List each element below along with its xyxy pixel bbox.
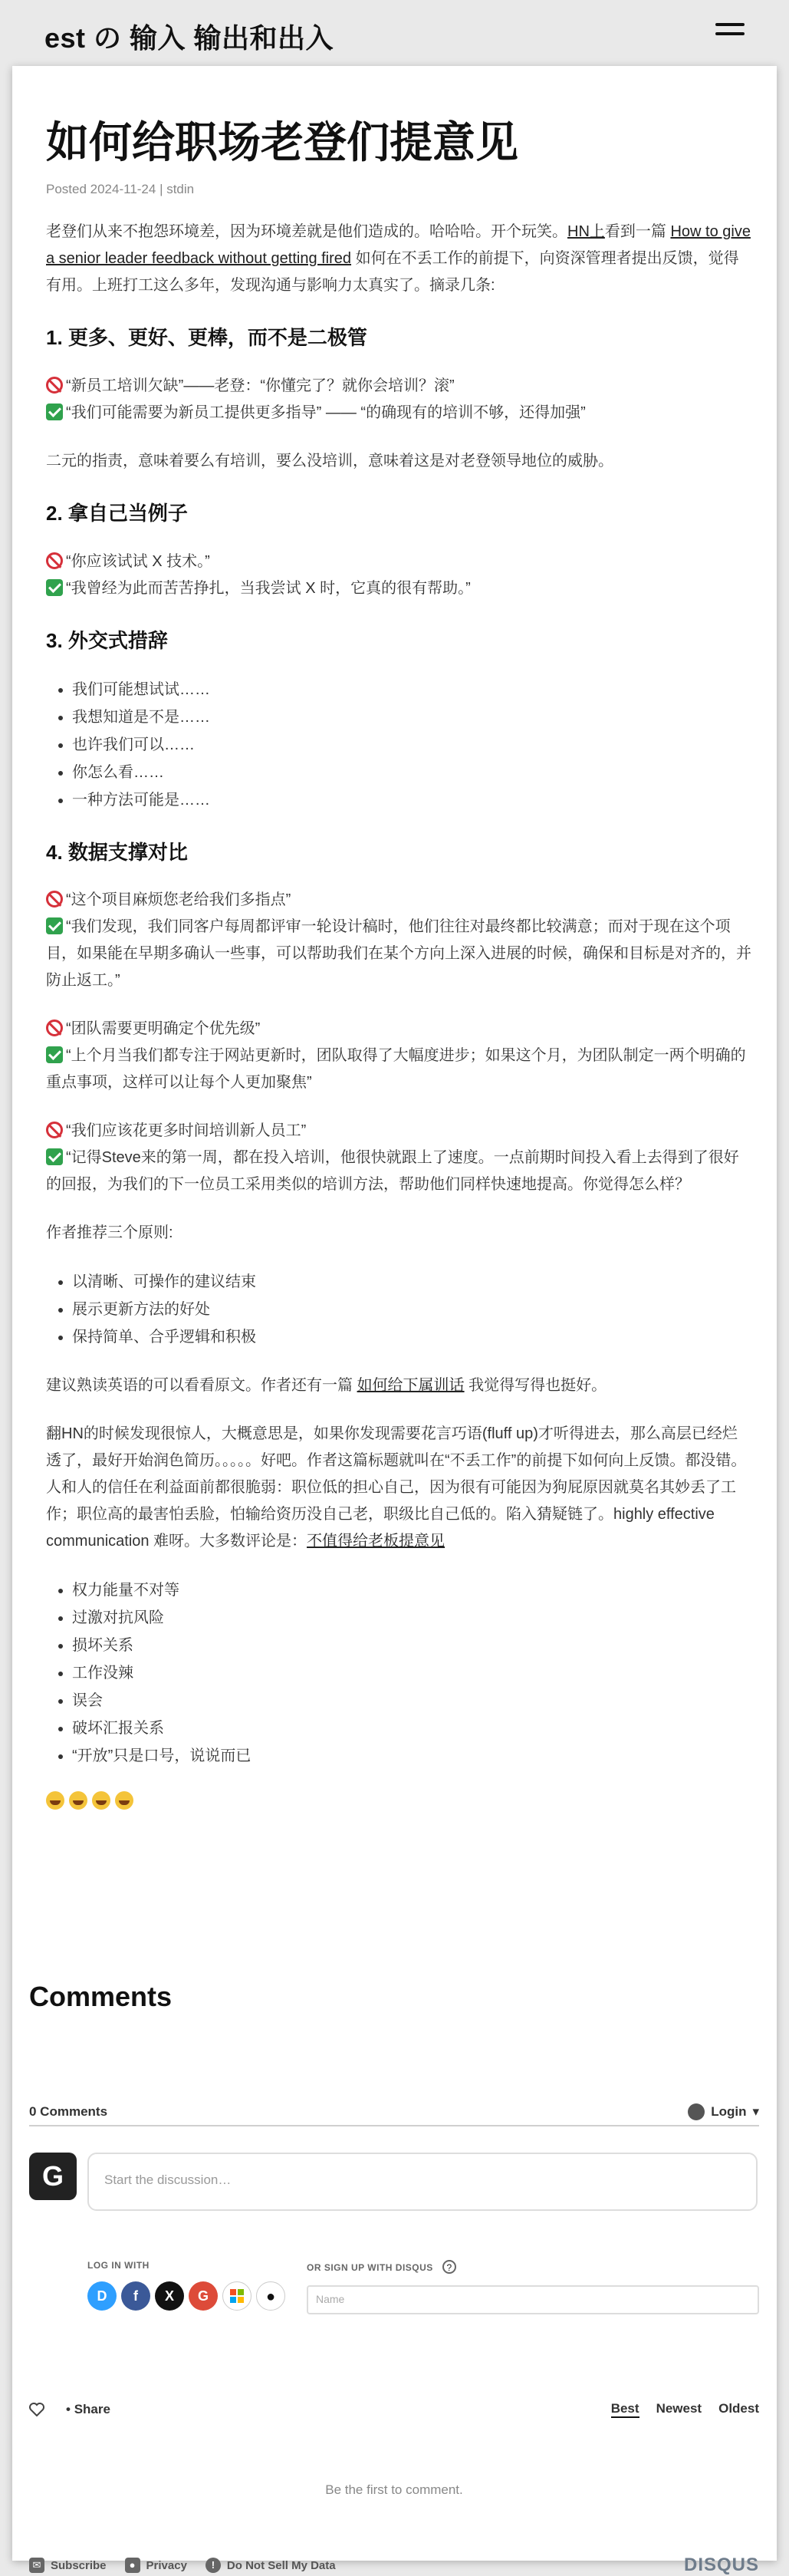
sign-up-label: OR SIGN UP WITH DISQUS [307, 2262, 433, 2273]
section-heading: 2. 拿自己当例子 [46, 501, 188, 525]
check-mark-icon [46, 404, 63, 420]
example-pair: “我们应该花更多时间培训新人员工” “记得Steve来的第一周，都在投入培训，他很快就跟上了速度。一点前期时间投入看上去得到了很好的回报，为我们的下一位员工采用类似的培训方法，帮助他们同样快速地提高。你觉得怎么样？ [46, 1122, 739, 1194]
log-in-with-label: LOG IN WITH [87, 2260, 150, 2271]
top-bar [0, 0, 789, 66]
intro-paragraph: 老登们从来不抱怨环境差，因为环境差就是他们造成的。哈哈哈。开个玩笑。HN上看到一篇 How to give a senior leader feedback without getting fired 如何在不丢工作的前提下，向资深管理者提出反馈，觉得有用。上班打工这么多年，发现沟通与影响力太真实了。摘录几条: [46, 223, 751, 295]
disqus-top-bar [29, 2099, 759, 2126]
post-card [12, 66, 777, 2575]
x-login-icon[interactable]: X [155, 2281, 184, 2311]
privacy-link[interactable]: ● Privacy [125, 2558, 187, 2573]
login-options [87, 2260, 759, 2321]
heart-icon[interactable] [29, 2403, 44, 2416]
prohibited-icon [46, 1122, 63, 1138]
example-pair: “这个项目麻烦您老给我们多指点” “我们发现，我们同客户每周都评审一轮设计稿时，他们往往对最终都比较满意；而对于现在这个项目，如果能在早期多确认一些事，可以帮助我们在某个方向上深入进展的时候，确保和目标是对齐的，并防止返工。” [46, 891, 751, 990]
empty-comments-message: Be the first to comment. [325, 2482, 463, 2497]
post-meta: Posted 2024-11-24 | stdin [46, 182, 195, 197]
reaction-actions [29, 2402, 110, 2417]
article [46, 66, 751, 1810]
disqus-widget [29, 2099, 759, 2215]
phrase-list [46, 676, 751, 814]
comment-input[interactable]: Start the discussion… [87, 2153, 758, 2211]
check-mark-icon [46, 1046, 63, 1063]
section-heading: 4. 数据支撑对比 [46, 840, 188, 864]
check-mark-icon [46, 917, 63, 934]
laughing-emoji-icon [46, 1791, 64, 1810]
apple-login-icon[interactable]: ● [256, 2281, 285, 2311]
login-button[interactable]: Login ▾ [688, 2103, 759, 2120]
prohibited-icon [46, 891, 63, 908]
list-item: • 以清晰、可操作的建议结束 [72, 1268, 751, 1296]
name-input[interactable]: Name [307, 2285, 759, 2314]
list-item: • 工作没辣 [72, 1659, 751, 1687]
note-paragraph: 二元的指责，意味着要么有培训，要么没培训，意味着这是对老登领导地位的威胁。 [46, 452, 613, 469]
subordinate-article-link[interactable]: 如何给下属训话 [357, 1377, 465, 1395]
example-pair: “团队需要更明确定个优先级” “上个月当我们都专注于网站更新时，团队取得了大幅度进步；如果这个月，为团队制定一两个明确的重点事项，这样可以让每个人更加聚焦” [46, 1020, 746, 1092]
prohibited-icon [46, 377, 63, 394]
comment-compose [29, 2153, 759, 2215]
lock-icon: ● [125, 2558, 140, 2573]
help-icon[interactable]: ? [442, 2260, 456, 2274]
check-mark-icon [46, 579, 63, 596]
principles-list [46, 1268, 751, 1351]
risk-list [46, 1576, 751, 1770]
laughing-emoji-icon [115, 1791, 133, 1810]
post-title: 如何给职场老登们提意见 [46, 118, 518, 166]
hn-link[interactable]: HN上 [567, 223, 605, 241]
hn-comment-link[interactable]: 不值得给老板提意见 [307, 1533, 445, 1550]
section-heading: 1. 更多、更好、更棒，而不是二极管 [46, 326, 367, 350]
list-item: • 破坏汇报关系 [72, 1715, 751, 1742]
comments-heading: Comments [29, 1981, 173, 2012]
list-item: • 也许我们可以…… [72, 731, 751, 759]
laughing-emoji-icon [92, 1791, 110, 1810]
microsoft-login-icon[interactable] [222, 2281, 251, 2311]
mail-icon: ✉ [29, 2558, 44, 2573]
sort-oldest[interactable]: Oldest [718, 2401, 759, 2416]
source-article-link[interactable]: How to give a senior leader feedback without getting fired [46, 223, 751, 268]
hn-paragraph: 翻HN的时候发现很惊人，大概意思是，如果你发现需要花言巧语(fluff up)才听得进去，那么高层已经烂透了，最好开始润色简历。。。。。好吧。作者这篇标题就叫在“不丢工作”的前提下如何向上反馈。都没错。人和人的信任在利益面前都很脆弱：职位低的担心自己，因为很有可能因为狗屁原因就莫名其妙丢了工作；职位高的最害怕丢脸，怕输给资历没自己老，职级比自己低的。陷入猜疑链了。highly effective communication 难呀。大多数评论是：不值得给老板提意见 [46, 1425, 747, 1550]
prohibited-icon [46, 552, 63, 569]
guest-avatar: G [29, 2153, 77, 2200]
example-pair: “新员工培训欠缺”——老登：“你懂完了？就你会培训？滚” “我们可能需要为新员工提供更多指导” —— “的确现有的培训不够，还得加强” [46, 373, 751, 427]
principles-intro: 作者推荐三个原则: [46, 1224, 173, 1242]
disqus-logo[interactable]: DISQUS [683, 2555, 759, 2575]
hamburger-menu-icon[interactable] [715, 23, 745, 38]
list-item: • 过激对抗风险 [72, 1604, 751, 1632]
list-item: • 展示更新方法的好处 [72, 1296, 751, 1323]
google-login-icon[interactable]: G [189, 2281, 218, 2311]
do-not-sell-link[interactable]: ! Do Not Sell My Data [205, 2558, 336, 2573]
comment-count: 0 Comments [29, 2104, 108, 2119]
sort-newest[interactable]: Newest [656, 2401, 702, 2416]
list-item: • 损坏关系 [72, 1632, 751, 1659]
disqus-login-icon[interactable]: D [87, 2281, 117, 2311]
site-title[interactable]: est の 输入 输出和出入 [44, 22, 334, 54]
laughing-emoji-icon [69, 1791, 87, 1810]
post-content [46, 219, 751, 1810]
comment-actions [29, 2401, 759, 2418]
footer-links [29, 2558, 336, 2573]
emoji-row [46, 1791, 751, 1810]
subscribe-link[interactable]: ✉ Subscribe [29, 2558, 107, 2573]
sort-best[interactable]: Best [611, 2401, 639, 2418]
example-pair: “你应该试试 X 技术。” “我曾经为此而苦苦挣扎，当我尝试 X 时，它真的很有帮助。” [46, 548, 751, 602]
sort-tabs [611, 2401, 759, 2418]
list-item: • 误会 [72, 1687, 751, 1715]
check-mark-icon [46, 1148, 63, 1165]
warning-icon: ! [205, 2558, 221, 2573]
facebook-login-icon[interactable]: f [121, 2281, 150, 2311]
list-item: • “开放”只是口号，说说而已 [72, 1742, 751, 1770]
list-item: • 我想知道是不是…… [72, 703, 751, 731]
recommend-paragraph: 建议熟读英语的可以看看原文。作者还有一篇 如何给下属训话 我觉得写得也挺好。 [46, 1377, 607, 1395]
login-avatar-icon [688, 2103, 705, 2120]
section-heading: 3. 外交式措辞 [46, 628, 168, 652]
list-item: • 我们可能想试试…… [72, 676, 751, 703]
signup-column [307, 2260, 759, 2314]
list-item: • 一种方法可能是…… [72, 786, 751, 814]
list-item: • 权力能量不对等 [72, 1576, 751, 1604]
chevron-down-icon: ▾ [752, 2104, 759, 2119]
prohibited-icon [46, 1020, 63, 1036]
disqus-footer [29, 2555, 759, 2576]
list-item: • 你怎么看…… [72, 759, 751, 786]
list-item: • 保持简单、合乎逻辑和积极 [72, 1323, 751, 1351]
share-button[interactable]: • Share [66, 2402, 110, 2416]
